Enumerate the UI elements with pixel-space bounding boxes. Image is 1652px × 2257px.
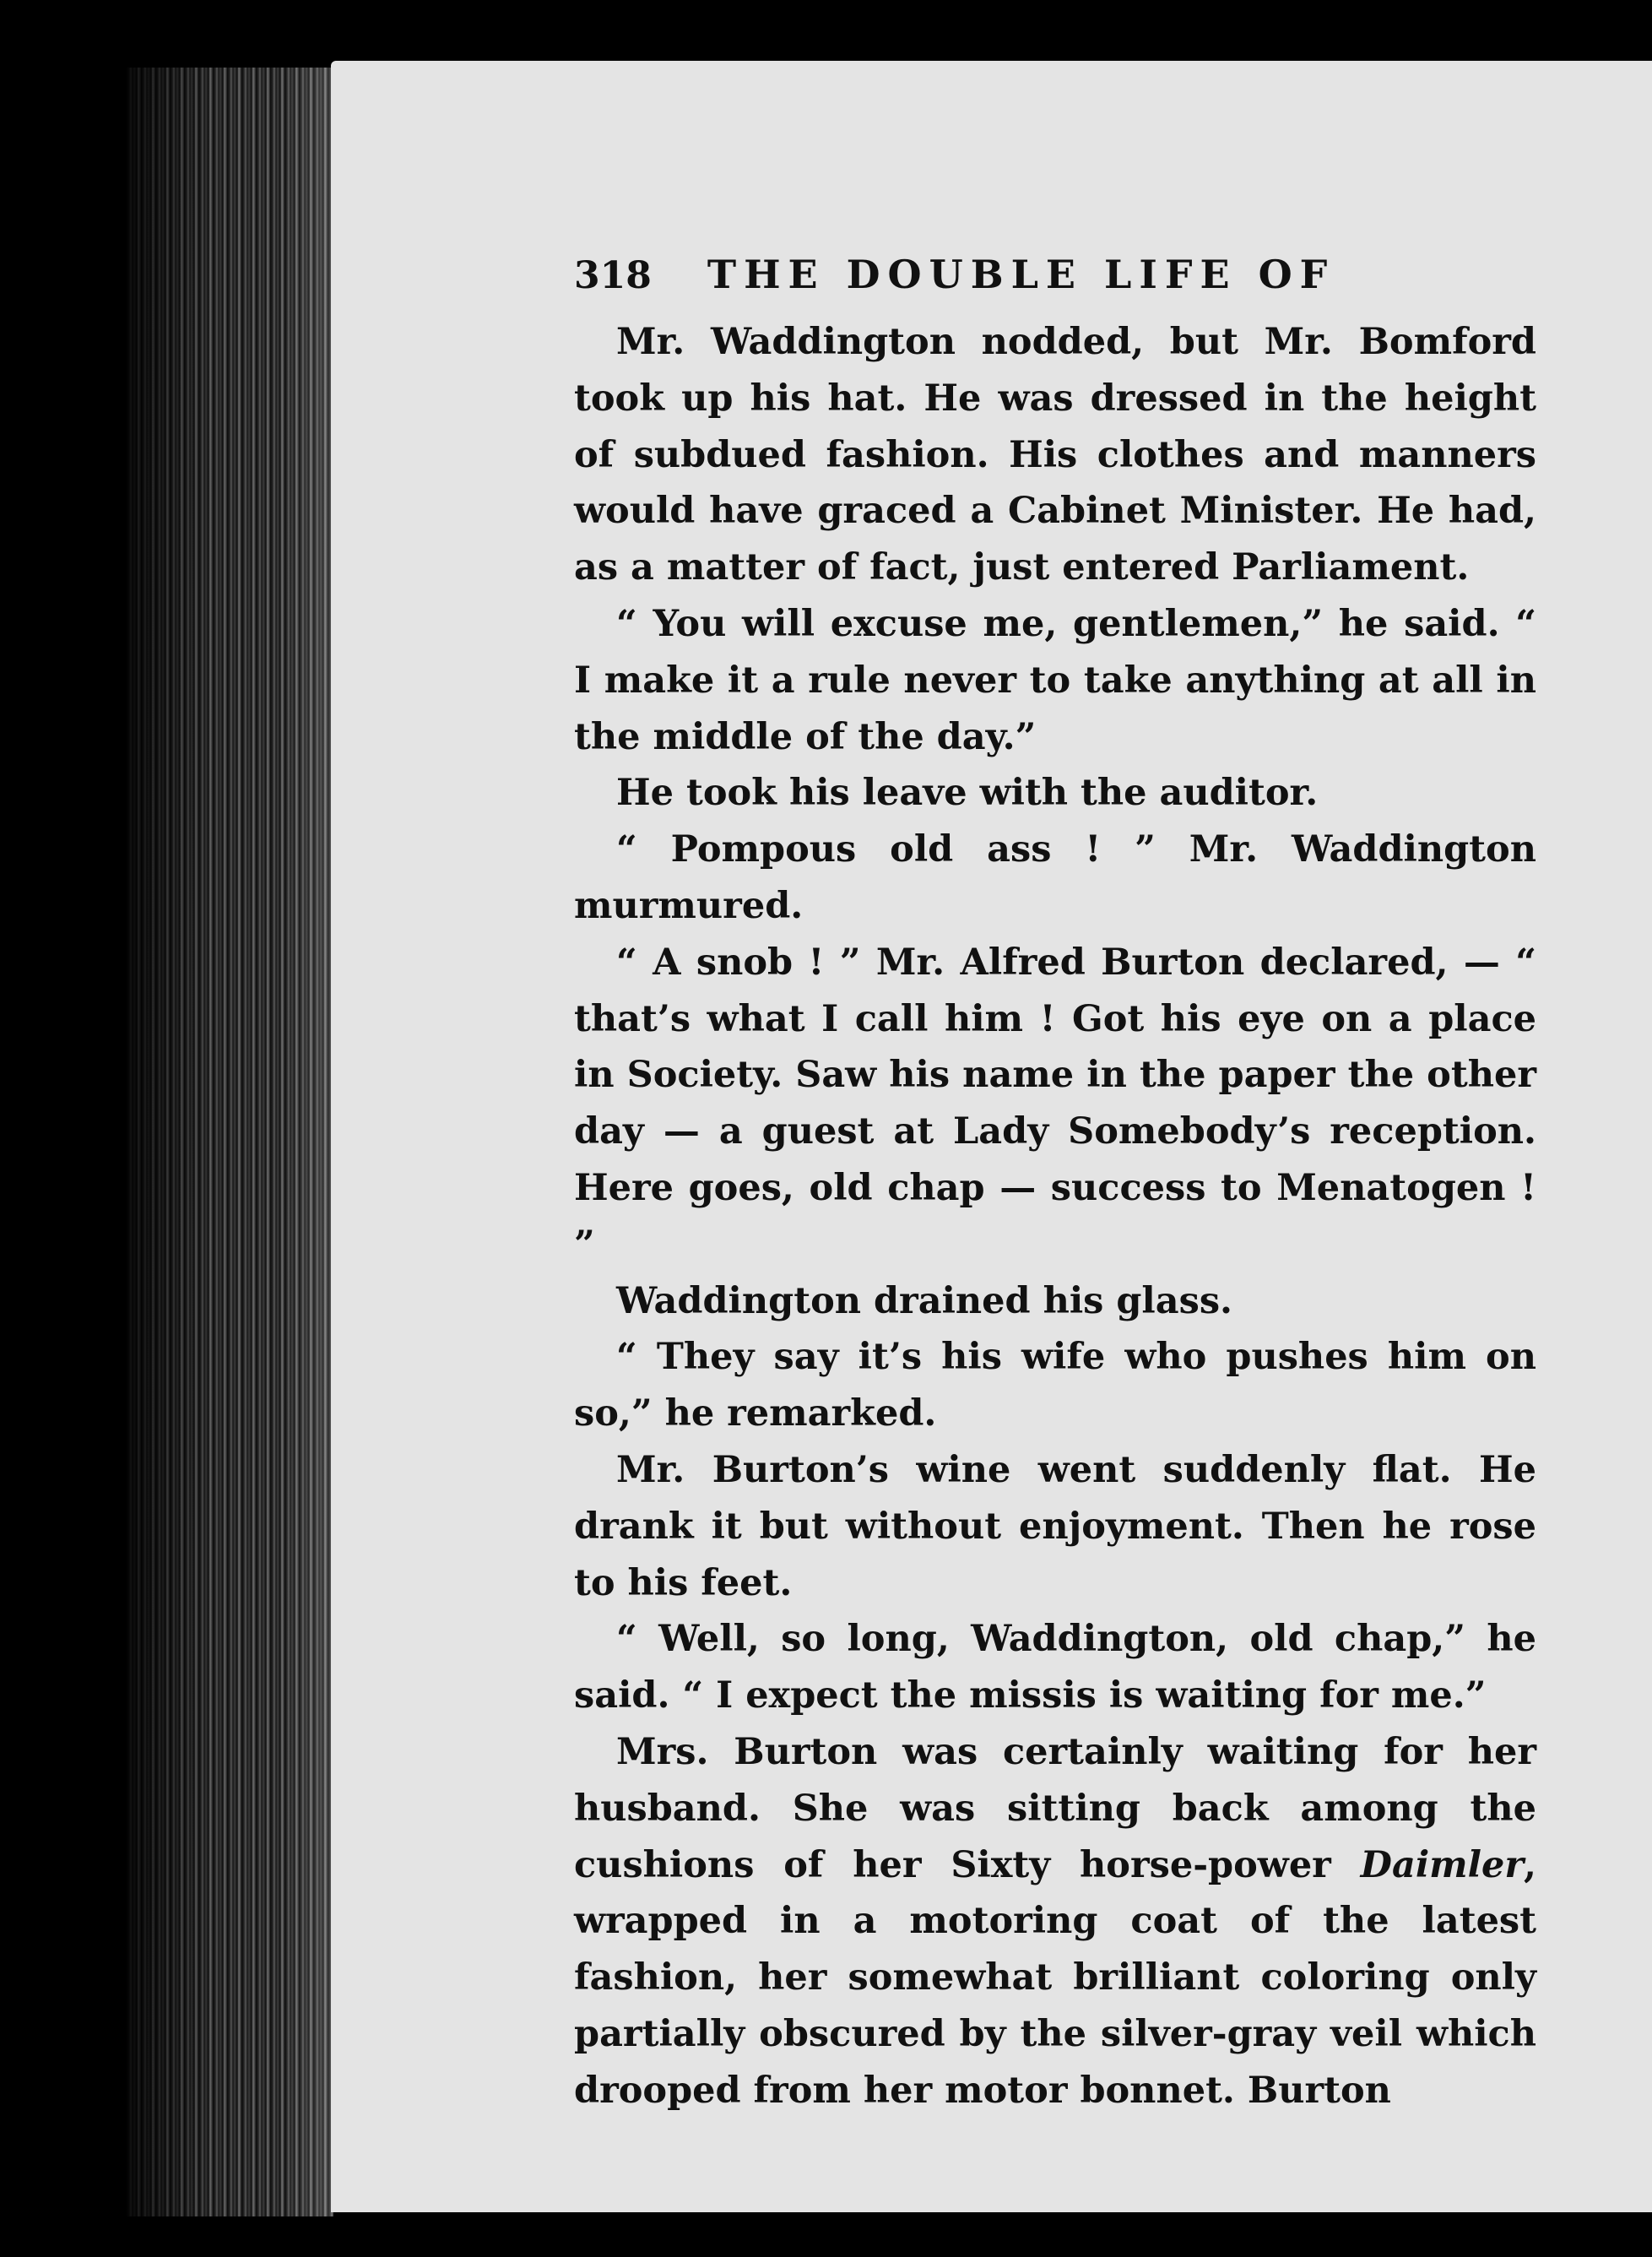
italic-car-name: Daimler bbox=[1360, 1843, 1525, 1886]
paragraph-6: Waddington drained his glass. bbox=[616, 1279, 1232, 1322]
paragraph-10-start: Mrs. Burton was certainly waiting for her husband. She was sitting back among the cushions of her Sixty horse-power bbox=[574, 1730, 1536, 1886]
paragraph-5: “ A snob ! ” Mr. Alfred Burton declared, — “ that’s what I call him ! Got his eye on a place in Society. Saw his name in the paper the other day — a guest at Lady Somebody’s reception. Here goes, old chap — success to Menatogen ! ” bbox=[574, 941, 1536, 1266]
paragraph-2: “ You will excuse me, gentlemen,” he said. “ I make it a rule never to take anything at all in the middle of the day.” bbox=[574, 602, 1536, 758]
running-head: THE DOUBLE LIFE OF bbox=[707, 252, 1335, 297]
page-number: 318 bbox=[574, 254, 652, 297]
paragraph-3: He took his leave with the auditor. bbox=[616, 772, 1319, 815]
paragraph-10-end: , wrapped in a motoring coat of the latest fashion, her somewhat brilliant coloring only partially obscured by the silver-gray veil which drooped from her motor bonnet. Burton bbox=[574, 1843, 1536, 2112]
paragraph-4: “ Pompous old ass ! ” Mr. Waddington murmured. bbox=[574, 828, 1536, 927]
page-header bbox=[574, 247, 1536, 314]
paragraph-10 bbox=[574, 1724, 1536, 2119]
paragraph-1: Mr. Waddington nodded, but Mr. Bomford took up his hat. He was dressed in the height of subdued fashion. His clothes and manners would have graced a Cabinet Minister. He had, as a matter of fact, just entered Parliament. bbox=[574, 321, 1536, 589]
book-page bbox=[331, 61, 1652, 2212]
page-stack-edges bbox=[127, 68, 333, 2216]
paragraph-7: “ They say it’s his wife who pushes him on so,” he remarked. bbox=[574, 1336, 1536, 1435]
paragraph-9: “ Well, so long, Waddington, old chap,” he said. “ I expect the missis is waiting for me.” bbox=[574, 1618, 1536, 1717]
page-text bbox=[574, 247, 1536, 2119]
paragraph-8: Mr. Burton’s wine went suddenly flat. He drank it but without enjoyment. Then he rose to his feet. bbox=[574, 1448, 1536, 1604]
